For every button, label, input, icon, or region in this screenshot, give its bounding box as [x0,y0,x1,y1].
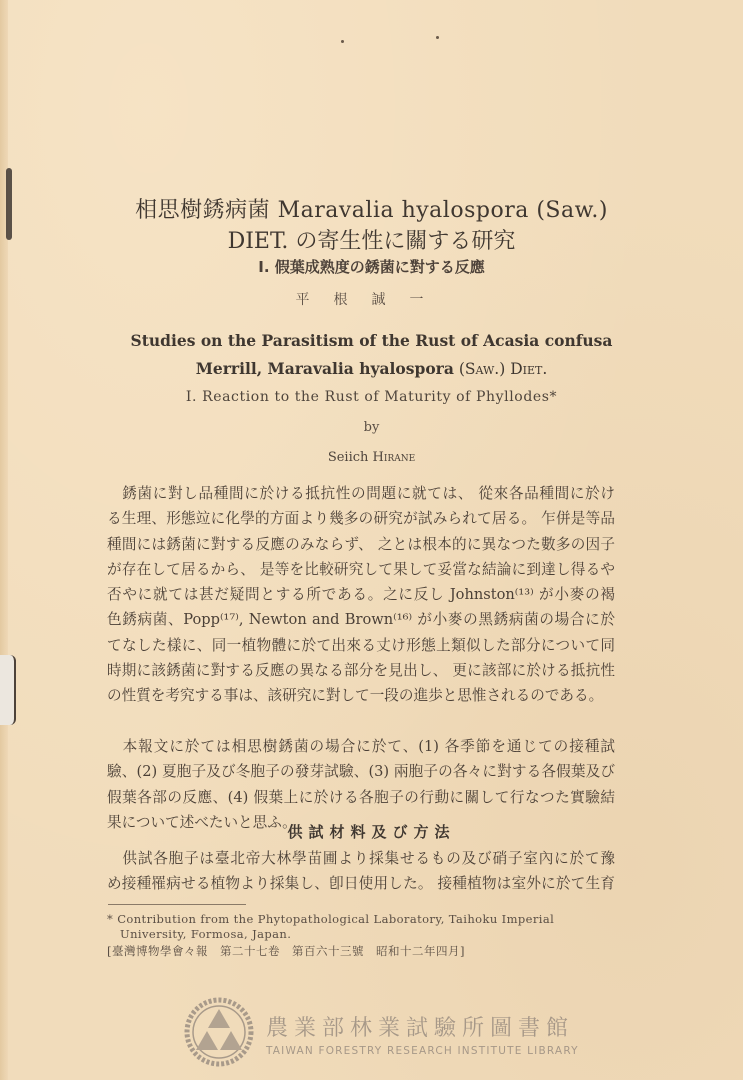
body-paragraph-1 [107,481,615,709]
author-family-name: Hirane [372,450,416,465]
by-label: by [363,420,380,435]
subtitle-english: I. Reaction to the Rust of Maturity of Phyllodes* [185,389,558,405]
text-line: 銹菌に對し品種間に於ける抵抗性の問題に就ては、 從來各品種間に於け [107,485,615,502]
text-line: る生理、形態竝に化學的方面より幾多の研究が試みられて居る。 乍併是等品 [107,510,615,528]
text-line: 色銹病菌、Popp⁽¹⁷⁾, Newton and Brown⁽¹⁶⁾ が小麥の黑銹病菌の場合に於 [107,611,615,629]
text-line: てなした樣に、同一植物體に於て出來る丈け形態上類似した部分について同 [107,636,615,654]
footnote-divider [108,904,246,905]
section-heading-materials-methods: 供試材料及び方法 [287,823,456,841]
paper-speck [436,36,439,39]
paper-speck [341,40,344,43]
text-line: め接種罹病せる植物より採集し、卽日使用した。 接種植物は室外に於て生育 [107,875,615,893]
text-line: 否やに就ては甚だ疑問とする所である。之に反し Johnston⁽¹³⁾ が小麥の褐 [107,586,615,604]
text-line: 種間には銹菌に對する反應のみならず、 之とは根本的に異なつた數多の因子 [107,535,615,553]
text-line: 本報文に於ては相思樹銹菌の場合に於て、(1) 各季節を通じての接種試 [107,738,615,755]
text-line: の性質を考究する事は、該研究に對して一段の進歩と思惟されるのである。 [107,687,604,705]
binding-mark-middle [0,655,16,725]
text-line: 時期に該銹菌に對する反應の異なる部分を見出し、 更に該部に於ける抵抗性 [107,662,615,680]
text-line: 供試各胞子は臺北帝大林學苗圃より採集せるもの及び硝子室內に於て豫 [107,850,615,867]
title-japanese-line1: 相思樹銹病菌 Maravalia hyalospora (Saw.) [135,198,608,223]
title-english-line2 [0,359,743,378]
footnote-line2: University, Formosa, Japan. [120,927,292,941]
body-paragraph-3 [107,846,615,897]
title-english-line2-authority: (Saw.) Diet. [453,360,548,378]
author-given-name: Seiich [327,450,369,465]
text-line: 驗、(2) 夏胞子及び冬胞子の發芽試驗、(3) 兩胞子の各々に對する各假葉及び [107,763,615,781]
footnote-marker: * [107,912,114,926]
library-name-japanese: 農業部林業試驗所圖書館 [266,1016,575,1041]
title-japanese-line2: DIET. の寄生性に關する研究 [227,229,516,254]
footnote [107,912,617,959]
page-edge [0,0,8,1080]
forestry-institute-seal-icon [184,997,254,1067]
author-english [0,450,743,465]
text-line: 果について述べたいと思ふ。 [107,813,297,831]
title-english-line1: Studies on the Parasitism of the Rust of Acasia confusa [130,331,613,350]
journal-citation: [臺灣博物學會々報 第二十七卷 第百六十三號 昭和十二年四月] [107,944,465,958]
author-japanese: 平根誠一 [295,292,448,308]
title-english-line2-bold: Merrill, Maravalia hyalospora [195,359,454,378]
footnote-line1: Contribution from the Phytopathological Laboratory, Taihoku Imperial [117,912,555,926]
text-line: が存在して居るから、 是等を比較研究して果して妥當な結論に到達し得るや [107,560,615,578]
text-line: 假葉各部の反應、(4) 假葉上に於ける各胞子の行動に關して行なつた實驗結 [107,788,615,806]
library-name-english: TAIWAN FORESTRY RESEARCH INSTITUTE LIBRARY [266,1045,579,1057]
subtitle-japanese: I. 假葉成熟度の銹菌に對する反應 [258,258,485,276]
library-stamp [184,997,584,1072]
body-paragraph-2 [107,734,615,835]
